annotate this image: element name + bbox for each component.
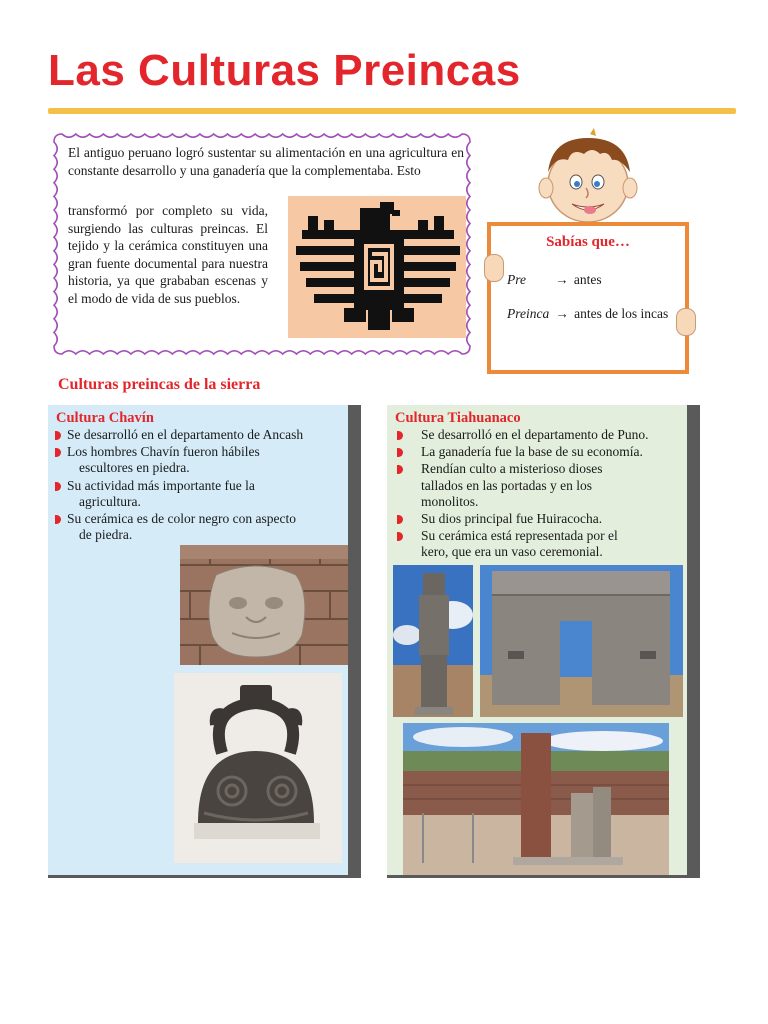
bullet-icon — [55, 482, 61, 491]
chavin-bullet-list — [54, 427, 303, 544]
chavin-panel — [48, 405, 348, 877]
arrow-icon: → — [555, 272, 569, 287]
sabias-que-box — [487, 222, 689, 374]
intro-paragraph-continued: transformó por completo su vida, surgiendo las culturas preincas. El tejido y la cerámica constituyen una gran fuente documental para nuestra historia, ya que grababan escenas y el modo de vida de sus pueblos. — [68, 203, 268, 306]
chavin-heading: Cultura Chavín — [56, 410, 154, 426]
intro-box — [48, 128, 476, 360]
list-item: Su actividad más importante fue la agricultura. — [54, 478, 303, 510]
bullet-icon — [397, 465, 403, 474]
page-title: Las Culturas Preincas — [48, 46, 521, 95]
bullet-icon — [55, 431, 61, 440]
sabias-que-title: Sabías que… — [546, 234, 630, 250]
title-underline — [48, 108, 736, 114]
textile-eagle-image — [288, 196, 466, 338]
right-hand-illustration — [676, 308, 696, 336]
list-item: Su cerámica es de color negro con aspecto de piedra. — [54, 511, 303, 543]
definition-term: Preinca — [507, 306, 550, 321]
list-item: Su dios principal fue Huiracocha. — [393, 511, 649, 527]
arrow-icon: → — [555, 306, 569, 321]
tiahuanaco-panel — [387, 405, 687, 877]
list-item: Rendían culto a misterioso dioses tallados en las portadas y en los monolitos. — [393, 461, 649, 510]
chavin-panel-bottom-border — [48, 875, 361, 878]
list-item: Los hombres Chavín fueron hábiles escultores en piedra. — [54, 444, 303, 476]
tiahuanaco-panel-shadow — [687, 405, 700, 877]
stele-photo — [403, 723, 669, 875]
tiahuanaco-heading: Cultura Tiahuanaco — [395, 410, 521, 426]
definition-term: Pre — [507, 272, 526, 287]
definition-meaning: antes — [573, 272, 602, 287]
bullet-icon — [397, 532, 403, 541]
intro-paragraph: El antiguo peruano logró sustentar su alimentación en una agricultura en constante desarrollo y una ganadería que la complementaba. Esto — [68, 145, 464, 178]
bullet-icon — [55, 515, 61, 524]
section-title: Culturas preincas de la sierra — [58, 376, 261, 393]
list-item: Su cerámica está representada por el kero, que era un vaso ceremonial. — [393, 528, 649, 560]
tiahuanaco-bullet-list — [393, 427, 649, 562]
definition-row — [507, 272, 602, 288]
list-item: Se desarrolló en el departamento de Puno. — [393, 427, 649, 443]
bullet-icon — [397, 431, 403, 440]
bullet-icon — [55, 448, 61, 457]
chavin-ceramic-photo — [174, 673, 342, 863]
definition-row — [507, 306, 668, 322]
gate-of-the-sun-photo — [480, 565, 683, 717]
definition-meaning: antes de los incas — [574, 306, 669, 321]
boy-illustration — [532, 128, 642, 228]
list-item: Se desarrolló en el departamento de Ancash — [54, 427, 303, 443]
monolith-photo — [393, 565, 473, 717]
list-item: La ganadería fue la base de su economía. — [393, 444, 649, 460]
tiahuanaco-panel-bottom-border — [387, 875, 700, 878]
bullet-icon — [397, 448, 403, 457]
stone-head-photo — [180, 545, 348, 665]
bullet-icon — [397, 515, 403, 524]
chavin-panel-shadow — [348, 405, 361, 877]
left-hand-illustration — [484, 254, 504, 282]
